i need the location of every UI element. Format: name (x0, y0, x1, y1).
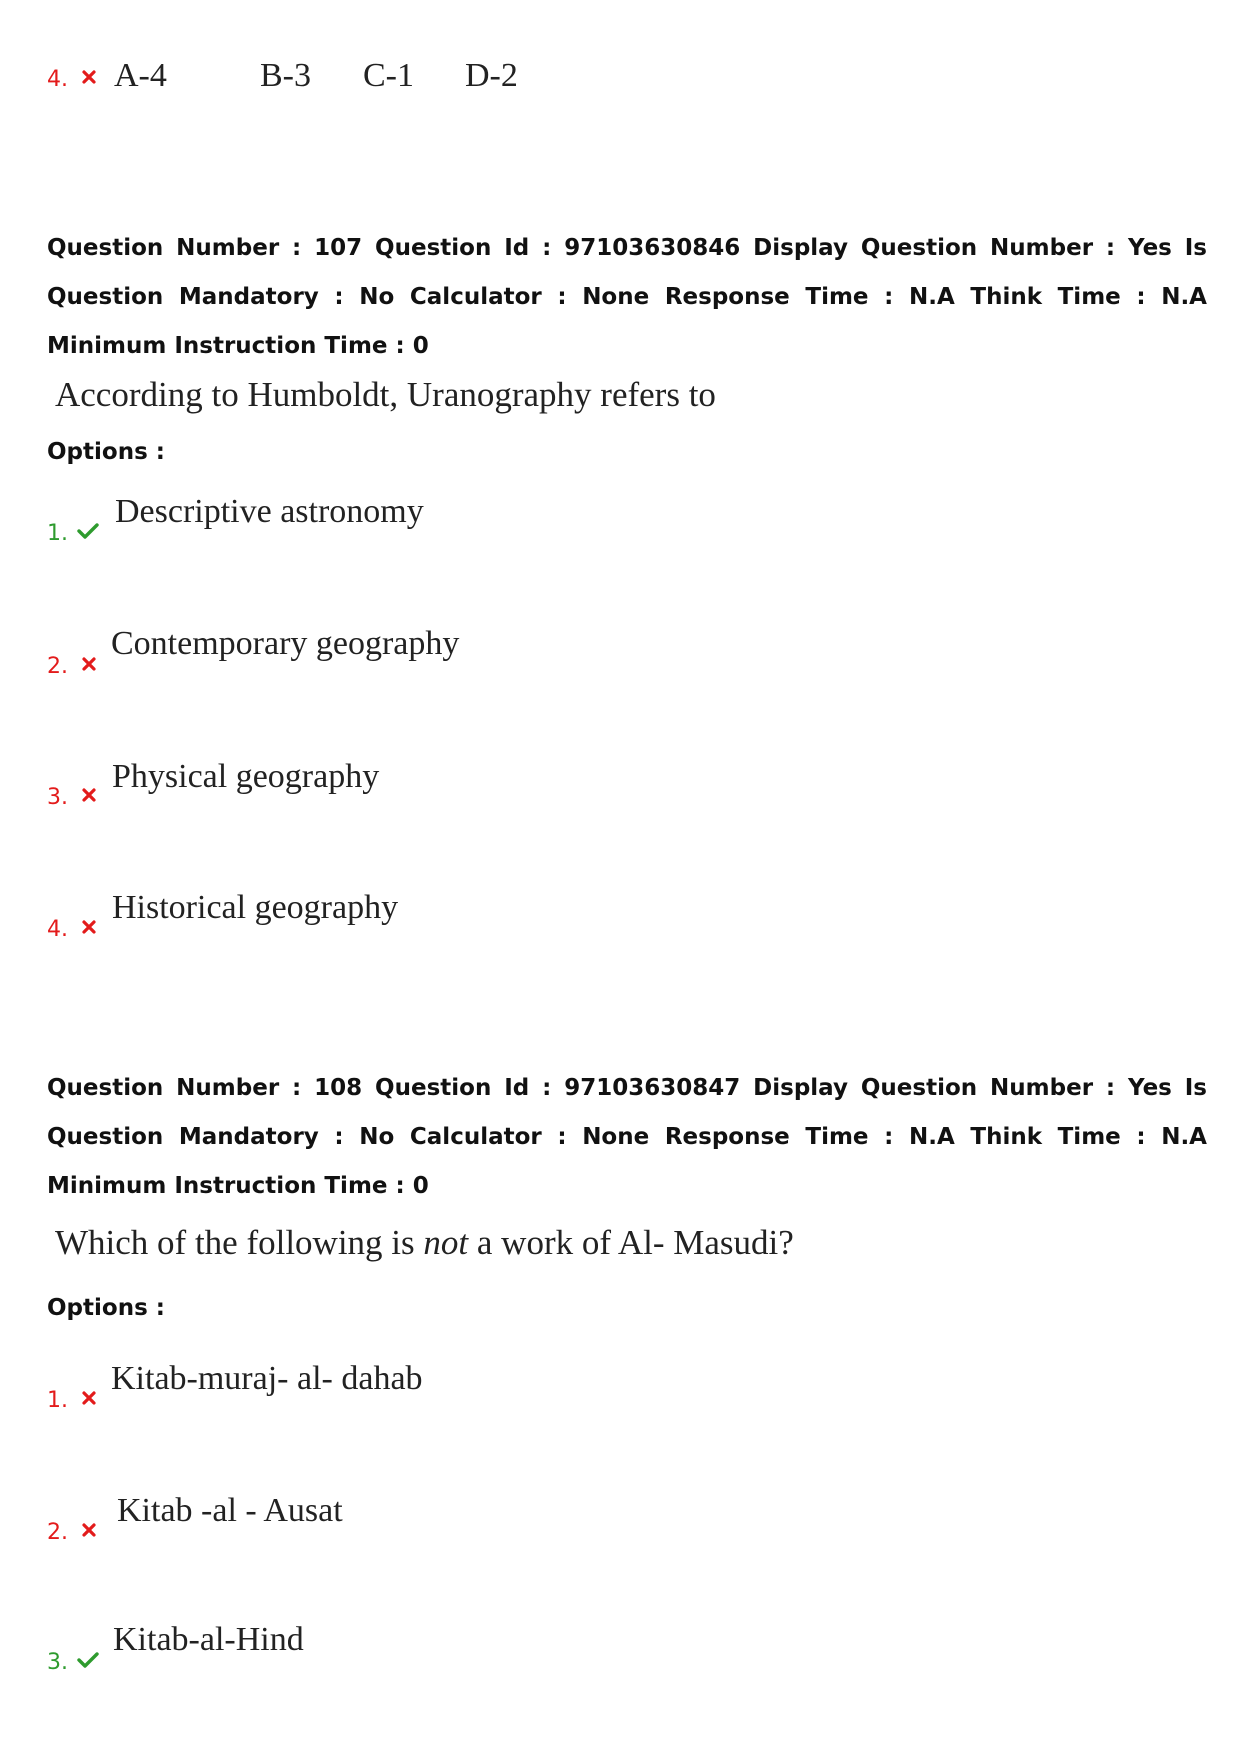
option-row (47, 625, 647, 687)
question-text-before: Which of the following is (55, 1223, 424, 1262)
prev-option-4 (47, 58, 647, 98)
cross-icon (80, 68, 98, 86)
cross-icon (80, 1389, 98, 1407)
question-text (55, 1223, 794, 1263)
cross-icon (80, 655, 98, 673)
question-meta: Question Number : 107 Question Id : 97103630846 Display Question Number : Yes Is Question Mandatory : No Calculator : None Response Time : N.A Think Time : N.A Minimum Instruction Time : 0 (47, 235, 1207, 359)
option-number: 4. (47, 917, 68, 942)
options-label: Options : (47, 439, 165, 465)
cross-icon (80, 918, 98, 936)
option-text: Kitab-al-Hind (113, 1621, 304, 1658)
option-number: 2. (47, 1520, 68, 1545)
check-icon (77, 522, 99, 540)
option-number: 1. (47, 1388, 68, 1413)
match-item: A-4 (114, 57, 167, 94)
match-item: D-2 (465, 57, 518, 94)
match-item: C-1 (363, 57, 414, 94)
option-number: 2. (47, 654, 68, 679)
option-text: Physical geography (112, 758, 380, 795)
cross-icon (80, 786, 98, 804)
option-row (47, 493, 647, 554)
option-number: 3. (47, 785, 68, 810)
cross-icon (80, 1521, 98, 1539)
option-row (47, 1360, 647, 1421)
option-text: Kitab -al - Ausat (117, 1492, 343, 1529)
option-row (47, 1492, 647, 1553)
question-meta: Question Number : 108 Question Id : 97103630847 Display Question Number : Yes Is Question Mandatory : No Calculator : None Response Time : N.A Think Time : N.A Minimum Instruction Time : 0 (47, 1075, 1207, 1199)
option-number: 3. (47, 1650, 68, 1675)
match-item: B-3 (260, 57, 311, 94)
question-text-after: a work of Al- Masudi? (468, 1223, 794, 1262)
option-text: Kitab-muraj- al- dahab (111, 1360, 423, 1397)
check-icon (77, 1651, 99, 1669)
option-row (47, 889, 647, 950)
option-text: Descriptive astronomy (115, 493, 424, 530)
option-row (47, 1621, 647, 1683)
option-row (47, 758, 647, 818)
question-text: According to Humboldt, Uranography refers to (55, 375, 716, 414)
option-text: Contemporary geography (111, 625, 460, 662)
option-text: Historical geography (112, 889, 399, 926)
options-label: Options : (47, 1295, 165, 1321)
option-number: 4. (47, 67, 68, 92)
option-number: 1. (47, 521, 68, 546)
question-text-emphasis: not (423, 1223, 469, 1262)
